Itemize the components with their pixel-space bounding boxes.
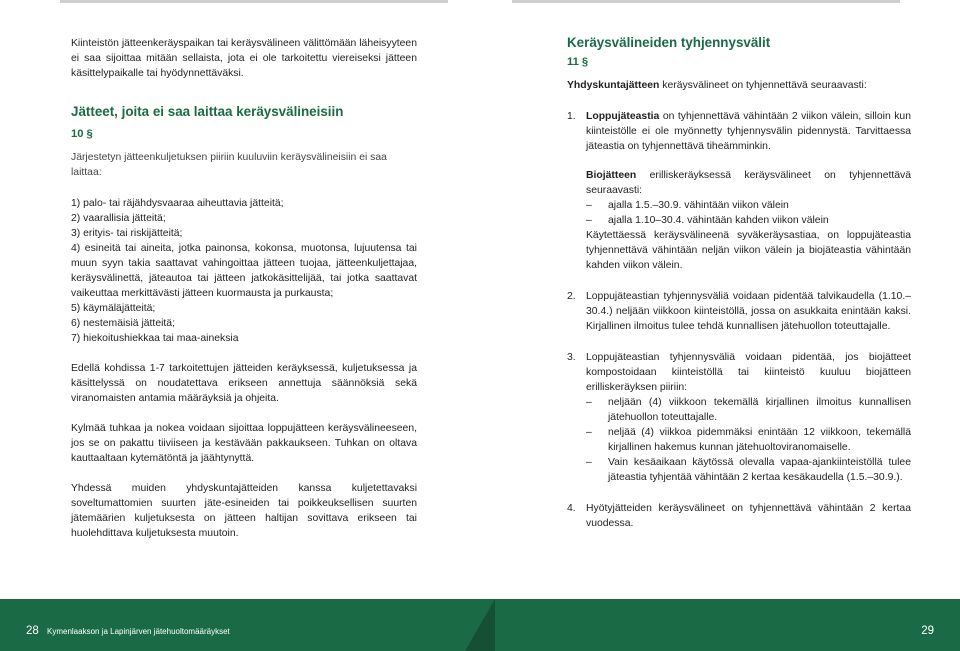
- list-item-2: [567, 289, 911, 334]
- bio-rest: erilliskeräyksessä keräysvälineet on tyhjennettävä seuraavasti:: [586, 170, 911, 196]
- page-fold-shape: [465, 599, 495, 651]
- item3-dash-list: [586, 395, 911, 485]
- item2-text: Loppujäteastian tyhjennysväliä voidaan pidentää talvikaudella (1.10.–30.4.) neljään viikkoon kiinteistöllä, jossa on asukkaita enintään kaksi. Kirjallinen ilmoitus tulee tehdä kunnallisen jätehuollon toteuttajalle.: [586, 291, 911, 332]
- left-page: [71, 36, 417, 541]
- right-page: [567, 34, 911, 531]
- list-item: 3) erityis- tai riskijätteitä;: [71, 228, 183, 239]
- left-lead: Järjestetyn jätteenkuljetuksen piiriin kuuluviin keräysvälineisiin ei saa laittaa:: [71, 152, 387, 178]
- list-item: 1) palo- tai räjähdysvaaraa aiheuttavia jätteitä;: [71, 198, 284, 209]
- item1-rest: on tyhjennettävä vähintään 2 viikon välein, silloin kun kiinteistölle ei ole myönnetty tyhjennysvälin pidennystä. Tarvittaessa jäteastia on tyhjennettävä tiheämminkin.: [586, 111, 911, 152]
- page-number-left: 28: [26, 625, 39, 637]
- top-rule-left: [60, 0, 448, 3]
- list-item: 5) käymäläjätteitä;: [71, 303, 156, 314]
- item4-text: Hyötyjätteiden keräysvälineet on tyhjennettävä vähintään 2 kertaa vuodessa.: [586, 503, 911, 529]
- item-number: 2.: [567, 291, 576, 302]
- list-item-4: [567, 501, 911, 531]
- lead-bold: Yhdyskuntajätteen: [567, 80, 660, 91]
- section-11: 11 §: [567, 56, 589, 68]
- item-number: 4.: [567, 503, 576, 514]
- dash-item: – ajalla 1.5.–30.9. vähintään viikon välein: [586, 198, 911, 213]
- paragraph-rules: Edellä kohdissa 1-7 tarkoitettujen jätteiden keräyksessä, kuljetuksessa ja käsittelyssä on noudatettava erikseen annettuja säännöksiä sekä viranomaisten antamia määräyksiä ja ohjeita.: [71, 363, 417, 404]
- publication-title: Kymenlaakson ja Lapinjärven jätehuoltomääräykset: [47, 627, 230, 636]
- bio-text: [586, 168, 911, 198]
- forbidden-list: [71, 196, 417, 346]
- paragraph-large-items: Yhdessä muiden yhdyskuntajätteiden kanssa kuljetettavaksi soveltumattomien suurten jäte-esineiden tai poikkeuksellisen suurten jätemäärien kuljetuksesta on jätteen haltijan sovittava erikseen tai huolehdittava kuljetuksesta muutoin.: [71, 483, 417, 539]
- top-rule-right: [512, 0, 900, 3]
- dash-item: – ajalla 1.10–30.4. vähintään kahden viikon välein: [586, 213, 911, 228]
- emptying-list: [567, 109, 911, 531]
- item-number: 1.: [567, 111, 576, 122]
- list-item: 6) nestemäisiä jätteitä;: [71, 318, 175, 329]
- page-number-right: 29: [921, 625, 934, 637]
- right-heading: Keräysvälineiden tyhjennysvälit: [567, 35, 771, 50]
- dash-item: – neljään (4) viikkoon tekemällä kirjallinen ilmoitus kunnallisen jätehuollon toteuttajalle.: [586, 395, 911, 425]
- left-heading: Jätteet, joita ei saa laittaa keräysvälineisiin: [71, 104, 344, 119]
- list-item-1: [567, 109, 911, 273]
- dash-item: – neljää (4) viikkoa pidemmäksi enintään 12 viikkoon, tekemällä kirjallinen hakemus kunnan jätehuoltoviranomaiselle.: [586, 425, 911, 455]
- item1-bold: Loppujäteastia: [586, 111, 660, 122]
- item-number: 3.: [567, 352, 576, 363]
- list-item: 2) vaarallisia jätteitä;: [71, 213, 166, 224]
- footer-bar: [0, 599, 960, 651]
- bio-bold: Biojätteen: [586, 170, 637, 181]
- list-item: 7) hiekoitushiekkaa tai maa-aineksia: [71, 333, 239, 344]
- dash-item: – Vain kesäaikaan käytössä olevalla vapaa-ajankiinteistöllä tulee jäteastia tyhjentää vähintään 2 kertaa kesäkaudella (1.5.–30.9.).: [586, 455, 911, 485]
- deep-container-text: Käytettäessä keräysvälineenä syväkeräysastiaa, on loppujäteastia tyhjennettävä vähintään neljän viikon välein ja biojäteastia vähintään kahden viikon välein.: [586, 230, 911, 271]
- intro-paragraph: Kiinteistön jätteenkeräyspaikan tai keräysvälineen välittömään läheisyyteen ei saa sijoittaa mitään sellaista, jota ei ole tarkoitettu viereiseksi jätteen käsittelypaikalle tai hyödynnettäväksi.: [71, 38, 417, 79]
- item1-text: [586, 109, 911, 154]
- bio-dash-list: [586, 198, 911, 228]
- section-10: 10 §: [71, 128, 93, 140]
- list-item: 4) esineitä tai aineita, jotka painonsa, kokonsa, muotonsa, lujuutensa tai muun syyn takia saattavat vahingoittaa jätteen tuojaa, jätteenkuljettajaa, keräysvälinettä, jäteautoa tai jätteen jatkokäsittelijää, tai jotka saattavat vaikeuttaa merkittävästi jätteen kuormausta ja purkausta;: [71, 243, 417, 299]
- list-item-3: [567, 350, 911, 485]
- right-lead: [567, 78, 911, 93]
- item3-text: Loppujäteastian tyhjennysväliä voidaan pidentää, jos biojätteet kompostoidaan kiinteistöllä tai kiinteistö kuuluu biojätteen erilliskeräyksen piiriin:: [586, 352, 911, 393]
- lead-rest: keräysvälineet on tyhjennettävä seuraavasti:: [659, 80, 867, 91]
- paragraph-ash: Kylmää tuhkaa ja nokea voidaan sijoittaa loppujätteen keräysvälineeseen, jos se on pakattu tiiviiseen ja kestävään pakkaukseen. Tuhkan on oltava kauttaaltaan kytemätöntä ja jäähtynyttä.: [71, 423, 417, 464]
